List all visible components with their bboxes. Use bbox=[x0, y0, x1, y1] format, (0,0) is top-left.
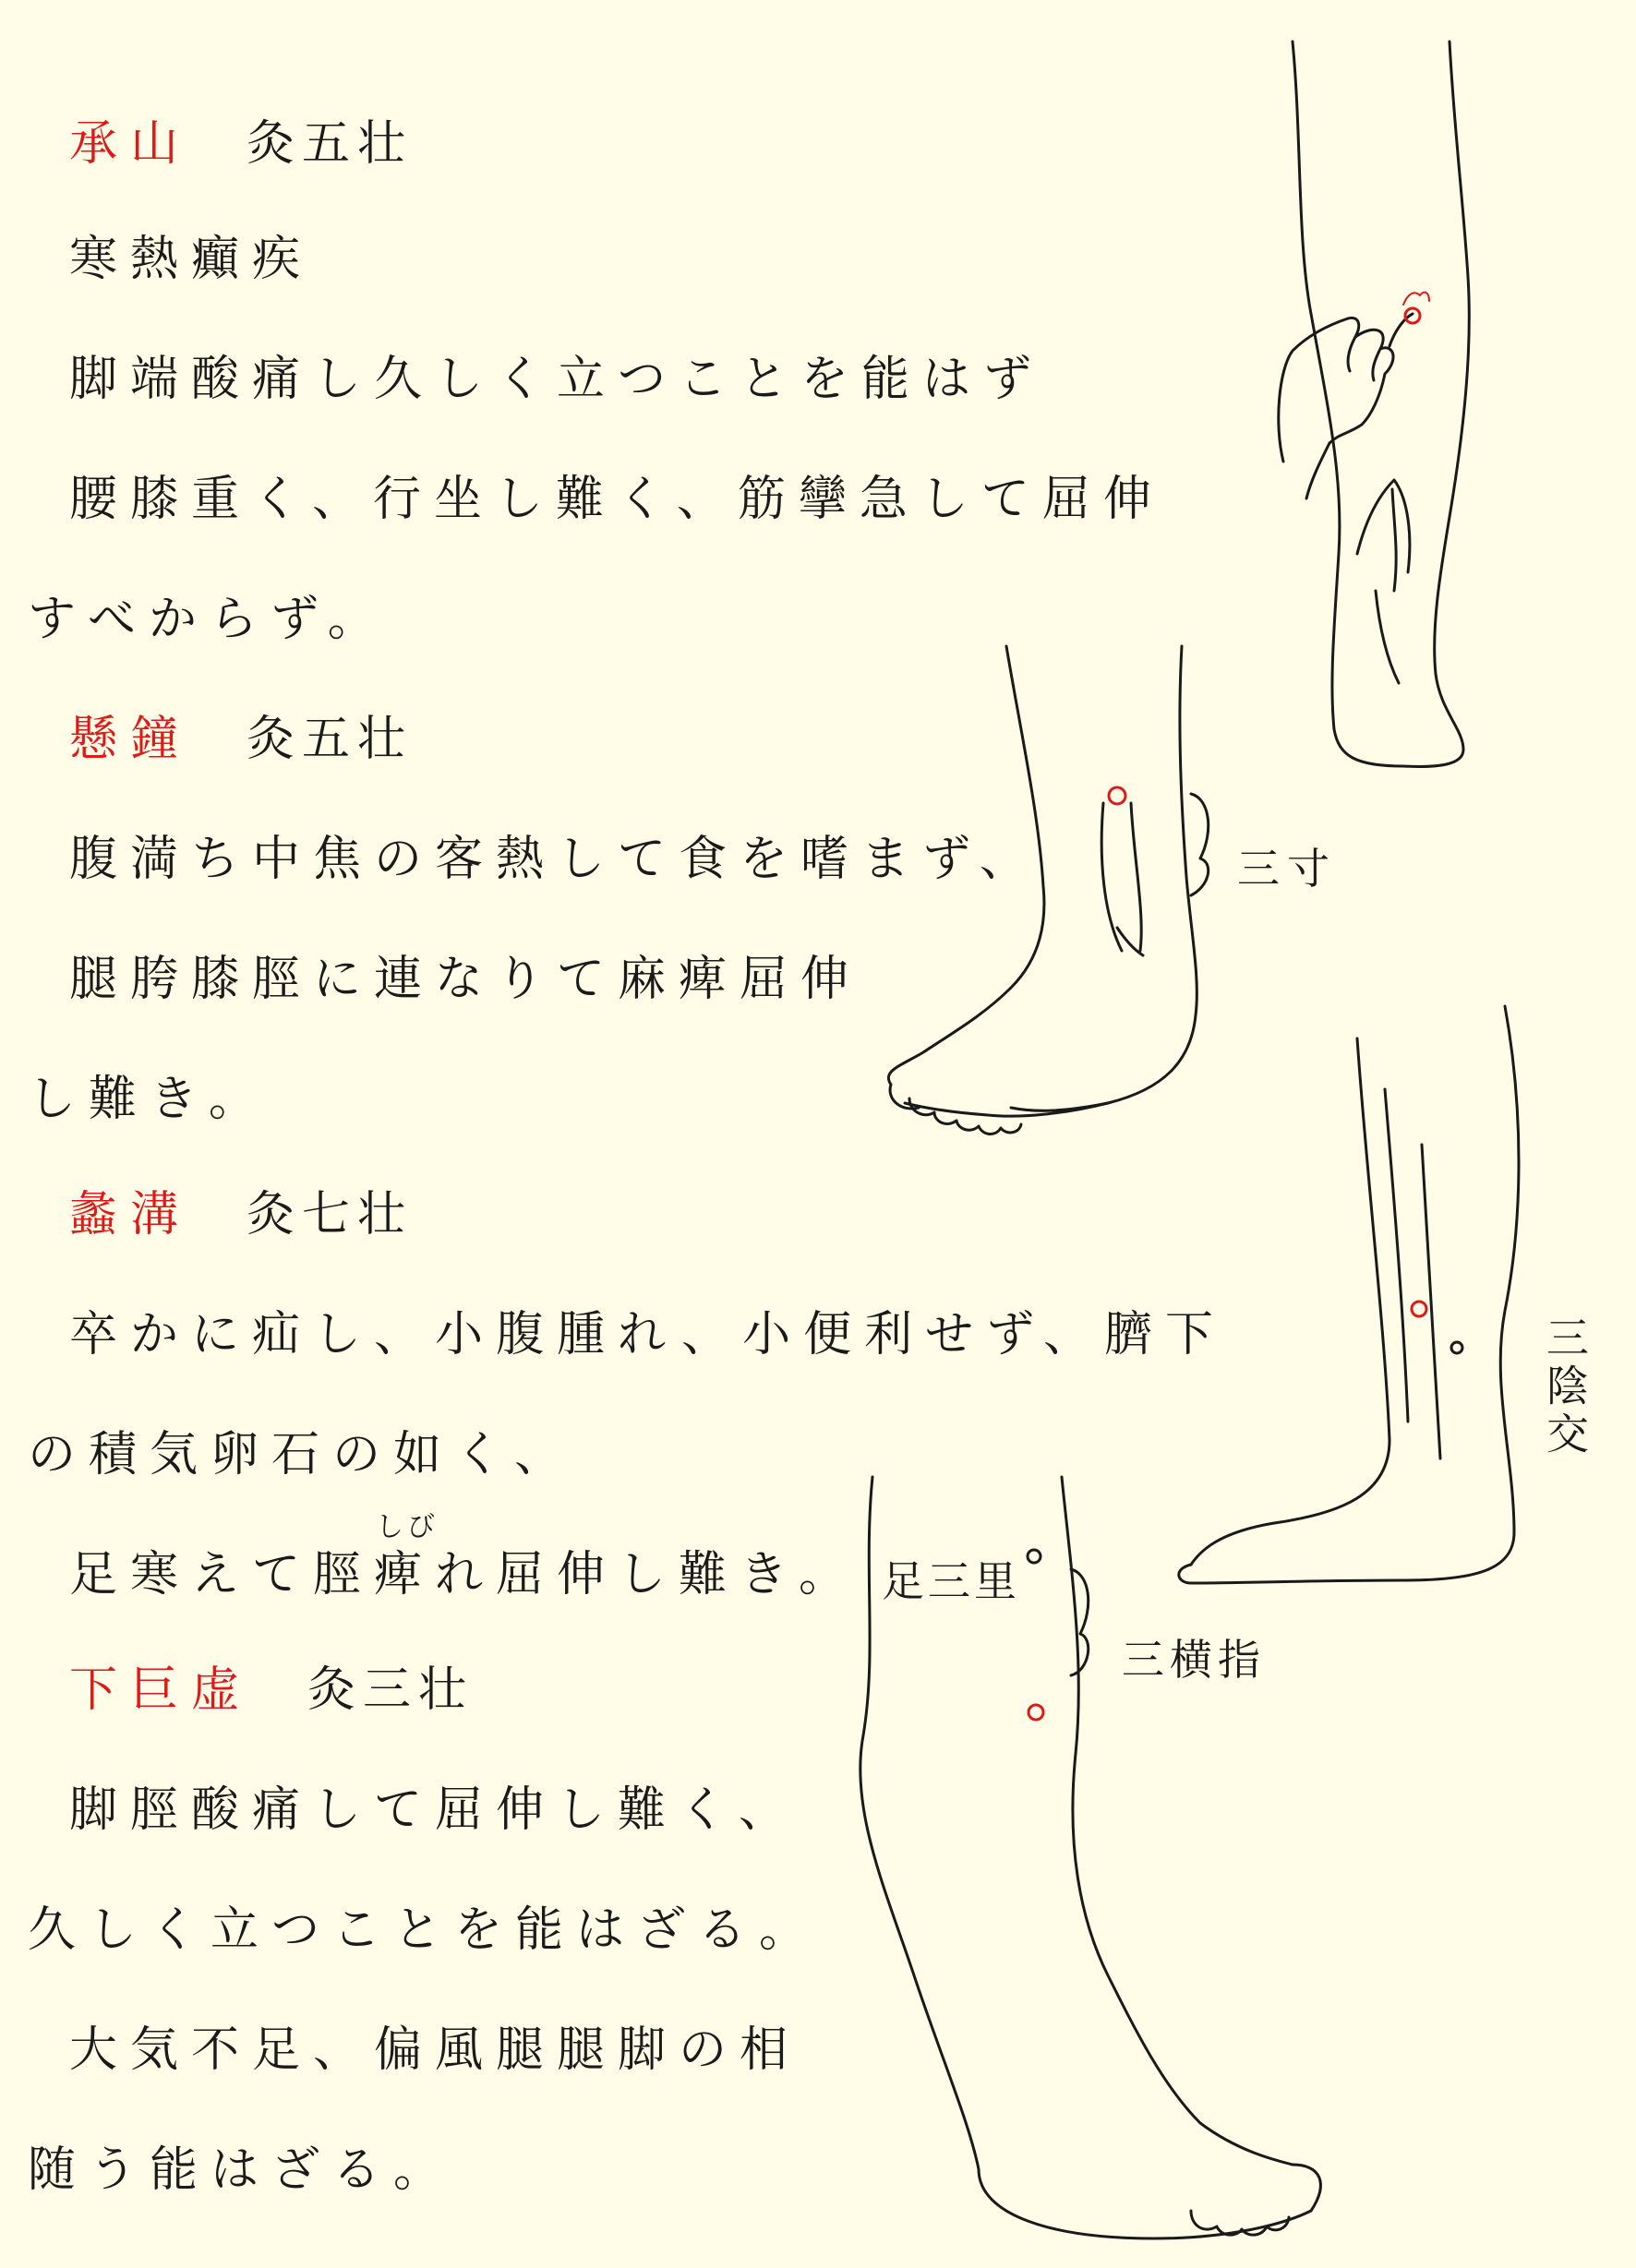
moxa-count: 灸三壮 bbox=[307, 1662, 475, 1718]
calf-figure-chengshan bbox=[1279, 42, 1470, 766]
moxa-count: 灸七壮 bbox=[247, 1187, 414, 1242]
text-line: 腹満ち中焦の客熱して食を嗜まず、 bbox=[69, 832, 1041, 887]
foot-figure-ligou bbox=[1179, 1006, 1519, 1583]
text-line: 大気不足、偏風腿腿脚の相 bbox=[69, 2022, 801, 2078]
text-line: 寒熱癲疾 bbox=[69, 232, 314, 287]
text-segment: 足寒えて脛 bbox=[69, 1547, 375, 1602]
moxa-count: 灸五壮 bbox=[247, 712, 414, 767]
text-line: の積気卵石の如く、 bbox=[28, 1427, 575, 1482]
text-line: すべからず。 bbox=[28, 592, 389, 647]
label-three-cun: 三寸 bbox=[1237, 844, 1337, 894]
ruby-base: 痺 bbox=[374, 1547, 436, 1602]
label-three-finger-width: 三横指 bbox=[1122, 1635, 1266, 1685]
text-line: 脚脛酸痛して屈伸し難く、 bbox=[69, 1782, 800, 1838]
acupoint-marker-sanyinjiao bbox=[1451, 1342, 1462, 1353]
text-segment: れ屈伸し難き。 bbox=[435, 1547, 860, 1602]
moxa-count: 灸五壮 bbox=[247, 116, 414, 172]
acupoint-marker-ligou bbox=[1412, 1302, 1426, 1316]
ruby-reading: しび bbox=[376, 1511, 439, 1543]
acupoint-tick bbox=[1403, 293, 1429, 305]
point-name: 懸鐘 bbox=[69, 712, 192, 767]
text-line: 随う能はざる。 bbox=[28, 2142, 455, 2198]
foot-figure-xuanzhong bbox=[888, 646, 1208, 1134]
text-line: 卒かに疝し、小腹腫れ、小便利せず、臍下 bbox=[69, 1307, 1226, 1362]
label-zusanli: 足三里 bbox=[882, 1556, 1020, 1606]
acupoint-marker-zusanli bbox=[1028, 1550, 1041, 1563]
point-name: 蠡溝 bbox=[69, 1187, 192, 1242]
text-line: 腿胯膝脛に連なりて麻痺屈伸 bbox=[69, 952, 862, 1007]
acupoint-marker-xiajuxu bbox=[1029, 1705, 1043, 1720]
acupoint-marker-xuanzhong bbox=[1109, 787, 1125, 804]
text-line: 脚端酸痛し久しく立つことを能はず bbox=[69, 352, 1045, 407]
label-sanyinjiao: 三陰交 bbox=[1540, 1315, 1590, 1459]
text-line: 腰膝重く、行坐し難く、筋攣急して屈伸 bbox=[69, 472, 1164, 527]
text-line: 久しく立つことを能はざる。 bbox=[28, 1902, 821, 1958]
text-line: し難き。 bbox=[28, 1072, 270, 1127]
point-name: 下巨虚 bbox=[69, 1662, 253, 1718]
point-name: 承山 bbox=[69, 116, 192, 172]
